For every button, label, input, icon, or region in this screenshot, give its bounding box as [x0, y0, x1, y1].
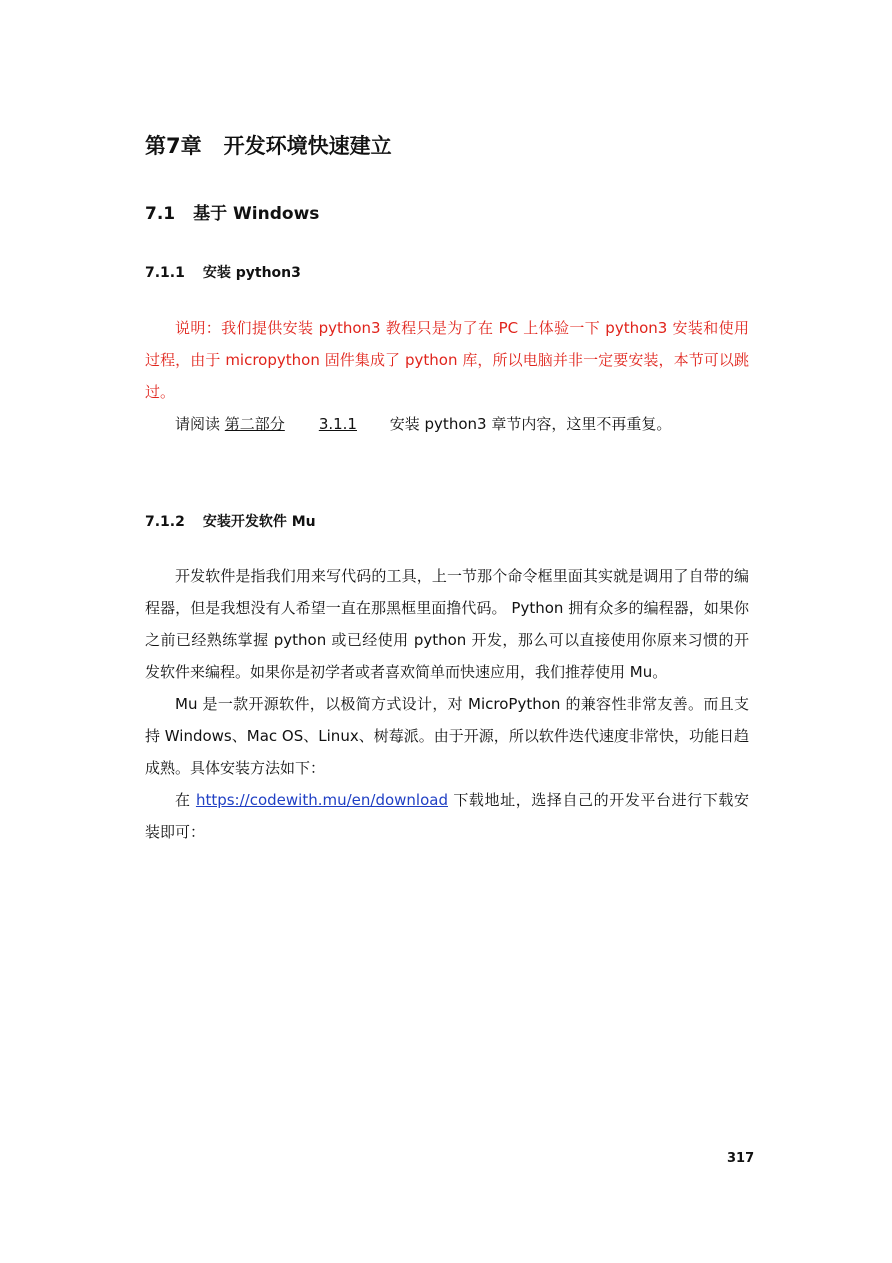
cross-reference-link[interactable]: [225, 415, 385, 433]
section-title: 基于 Windows: [193, 204, 320, 224]
note-paragraph: 说明：我们提供安装 python3 教程只是为了在 PC 上体验一下 python3 安装和使用过程，由于 micropython 固件集成了 python 库，所以电脑并非一定要安装，本节可以跳过。: [145, 319, 749, 401]
download-paragraph: [145, 784, 749, 848]
section-body-2: [145, 560, 749, 848]
subsection-heading-2: [145, 511, 316, 531]
reference-suffix: 安装 python3 章节内容，这里不再重复。: [389, 415, 672, 433]
subsection-heading-1: [145, 262, 301, 282]
download-prefix: 在: [175, 791, 191, 809]
subsection-number: 7.1.2: [145, 514, 185, 530]
chapter-title: 开发环境快速建立: [223, 134, 392, 158]
reference-number: 3.1.1: [318, 415, 357, 433]
section-body-1: [145, 312, 749, 440]
download-suffix: 下载地址，选择自己的开发平台进行下载安装即可：: [145, 791, 749, 841]
chapter-heading: [145, 130, 392, 160]
section-heading: [145, 199, 319, 224]
body-paragraph: 开发软件是指我们用来写代码的工具，上一节那个命令框里面其实就是调用了自带的编程器，但是我想没有人希望一直在那黑框里面撸代码。 Python 拥有众多的编程器，如果你之前已经熟练掌握 python 或已经使用 python 开发，那么可以直接使用你原来习惯的开发软件来编程。如果你是初学者或者喜欢简单而快速应用，我们推荐使用 Mu。: [145, 567, 749, 681]
chapter-number: 第7章: [145, 134, 202, 158]
subsection-title: 安装开发软件 Mu: [202, 514, 316, 530]
download-link[interactable]: https://codewith.mu/en/download: [195, 791, 448, 809]
reference-prefix: 请阅读: [175, 415, 221, 433]
reference-part: 第二部分: [224, 415, 285, 433]
reference-paragraph: [145, 408, 749, 440]
page-number: 317: [727, 1151, 755, 1166]
body-paragraph: Mu 是一款开源软件，以极简方式设计，对 MicroPython 的兼容性非常友善。而且支持 Windows、Mac OS、Linux、树莓派。由于开源，所以软件迭代速度非常快，功能日趋成熟。具体安装方法如下：: [145, 695, 749, 777]
subsection-number: 7.1.1: [145, 265, 185, 281]
section-number: 7.1: [145, 204, 176, 224]
subsection-title: 安装 python3: [202, 265, 301, 281]
